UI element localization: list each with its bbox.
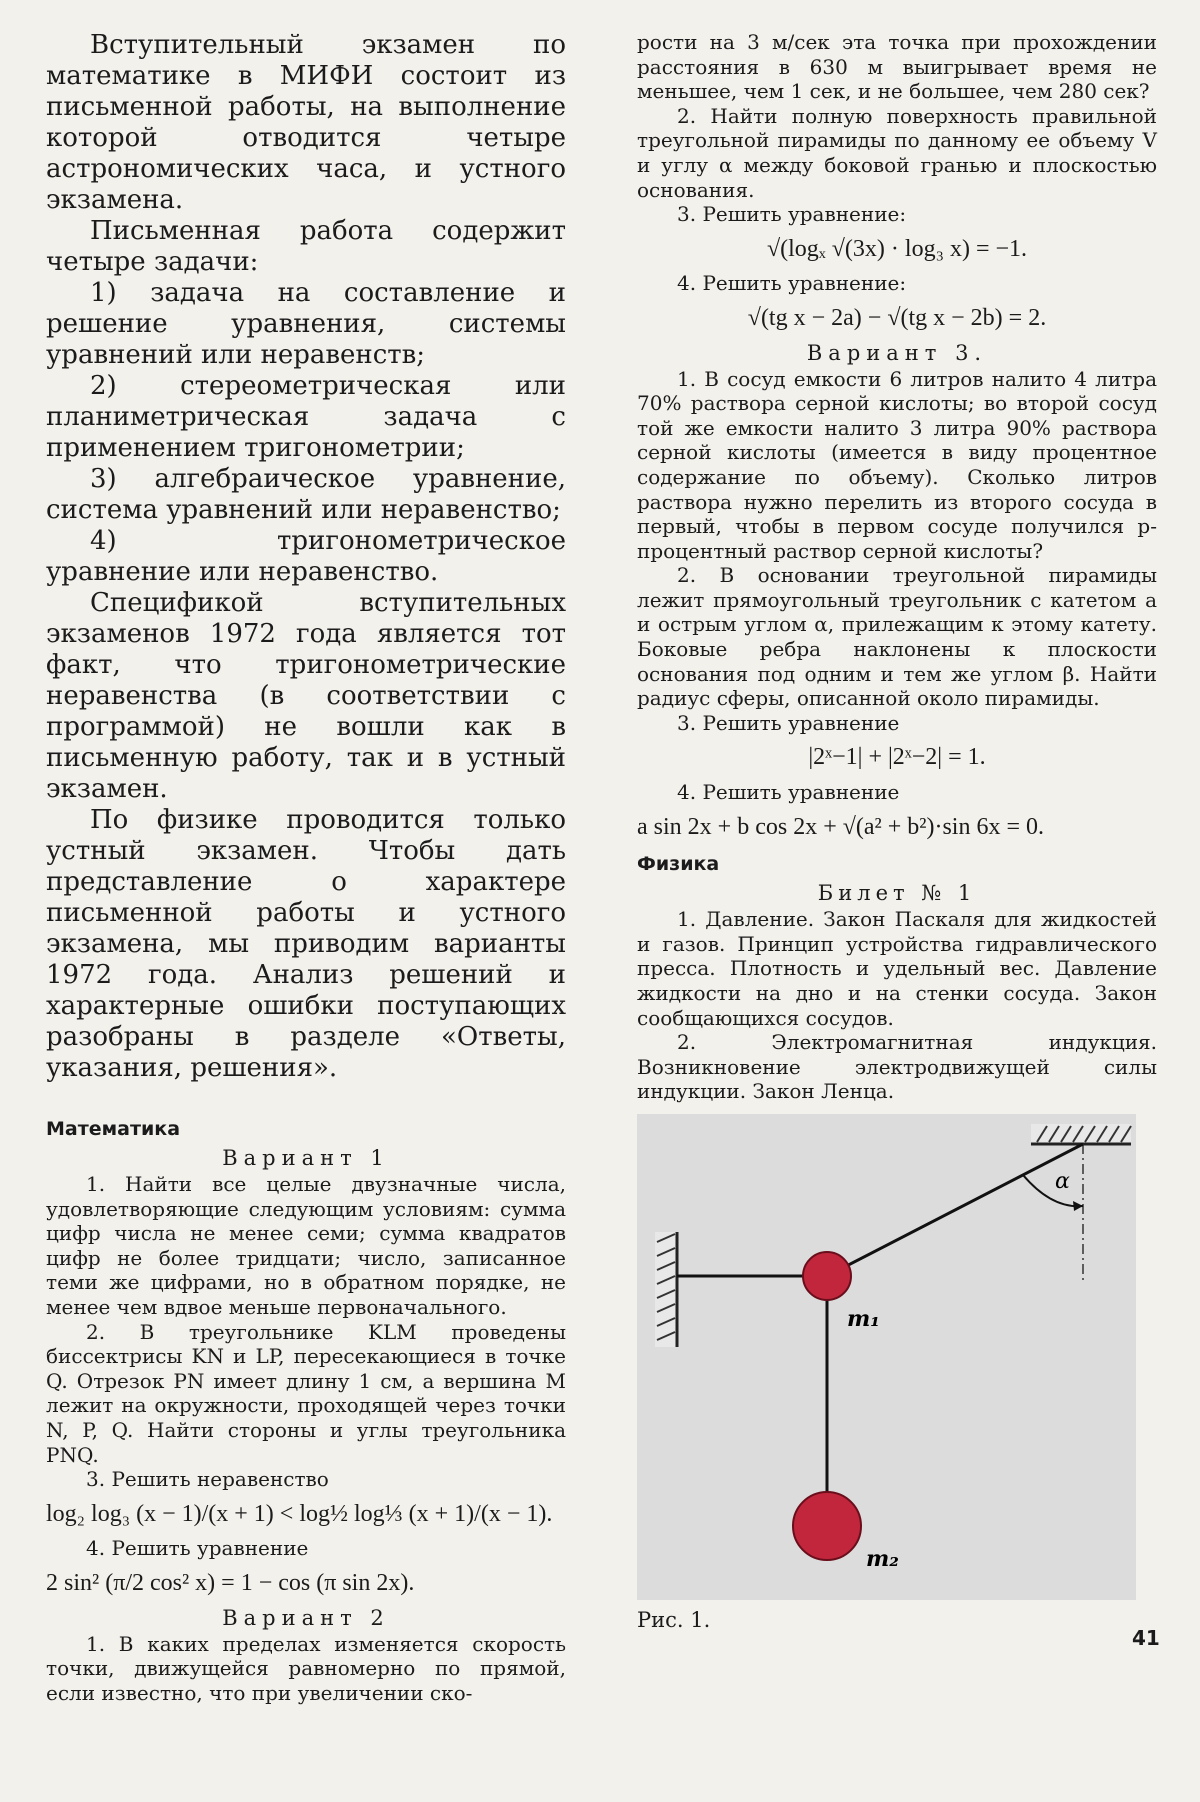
figure-caption: Рис. 1.	[637, 1607, 711, 1632]
intro-list-item: 2) стереометрическая или планиметрическая задача с применением тригонометрии;	[46, 371, 566, 463]
problem-2: 2. Найти полную поверхность правильной треугольной пирамиды по данному ее объему V и углу α между боковой гранью и плоскостью основания.	[637, 103, 1157, 202]
m2-label: m₂	[866, 1545, 899, 1572]
ticket-1-title: Билет № 1	[817, 881, 977, 906]
problem-2: 2. В основании треугольной пирамиды лежит прямоугольный треугольник с катетом a и острым углом α, прилежащим к этому катету. Боковые ребра наклонены к плоскости основания под одним и тем же углом β. Найти радиус сферы, описанной около пирамиды.	[637, 563, 1157, 711]
variant-3-title: Вариант 3.	[806, 340, 988, 365]
intro-list-item: 3) алгебраическое уравнение, система уравнений или неравенство;	[46, 464, 566, 525]
intro-paragraph: По физике проводится только устный экзамен. Чтобы дать представление о характере письменной работы и устного экзамена, мы приводим варианты 1972 года. Анализ решений и характерные ошибки поступающих разобраны в разделе «Ответы, указания, решения».	[46, 805, 566, 1083]
wall-support	[655, 1232, 677, 1347]
problem-1-continuation: рости на 3 м/сек эта точка при прохождении расстояния в 630 м выигрывает время не меньшее, чем 1 сек, и не большее, чем 280 сек?	[637, 30, 1157, 104]
pendulum-diagram	[637, 1114, 1136, 1600]
left-column	[46, 30, 566, 1705]
ceiling-support	[1031, 1124, 1131, 1144]
intro-list-item: 4) тригонометрическое уравнение или неравенство.	[46, 526, 566, 587]
m1-label: m₁	[847, 1305, 880, 1332]
problem-1: 1. В сосуд емкости 6 литров налито 4 литра 70% раствора серной кислоты; во второй сосуд той же емкости налито 3 литра 90% раствора серной кислоты (имеется в виду процентное содержание по объему). Сколько литров раствора нужно перелить из второго сосуда в первый, чтобы в первом сосуде получился p-процентный раствор серной кислоты?	[637, 366, 1157, 563]
problem-3: 3. Решить уравнение	[677, 710, 900, 735]
problem-3: 3. Решить неравенство	[86, 1467, 329, 1492]
problem-4: 4. Решить уравнение:	[677, 271, 907, 296]
mass-1	[803, 1252, 851, 1300]
math-heading: Математика	[46, 1118, 181, 1140]
intro-paragraph: Вступительный экзамен по математике в МИФИ состоит из письменной работы, на выполнение которой отводится четыре астрономических часа, и устного экзамена.	[46, 30, 566, 215]
problem-1: 1. В каких пределах изменяется скорость точки, движущейся равномерно по прямой, если известно, что при увеличении ско-	[46, 1631, 566, 1705]
variant-2-problems-cont	[637, 30, 1157, 331]
physics-heading: Физика	[637, 853, 720, 876]
intro-paragraph: Спецификой вступительных экзаменов 1972 года является тот факт, что тригонометрические неравенства (в соответствии с программой) не вошли как в письменную работу, так и в устный экзамен.	[46, 588, 566, 804]
intro-paragraph: Письменная работа содержит четыре задачи:	[46, 216, 566, 277]
equation-formula: 2 sin² (π/2 cos² x) = 1 − cos (π sin 2x).	[46, 1569, 415, 1596]
page-number: 41	[1132, 1626, 1160, 1650]
problem-4: 4. Решить уравнение	[86, 1536, 309, 1561]
variant-1-problems	[46, 1172, 566, 1596]
question-2: 2. Электромагнитная индукция. Возникновение электродвижущей силы индукции. Закон Ленца.	[637, 1030, 1157, 1104]
right-column	[637, 30, 1157, 1632]
variant-2-problems-start	[46, 1632, 566, 1706]
equation-formula: √(tg x − 2a) − √(tg x − 2b) = 2.	[747, 304, 1047, 331]
equation-formula: |2ˣ−1| + |2ˣ−2| = 1.	[808, 744, 986, 771]
problem-4: 4. Решить уравнение	[677, 780, 900, 805]
alpha-label: α	[1055, 1168, 1070, 1194]
question-1: 1. Давление. Закон Паскаля для жидкостей и газов. Принцип устройства гидравлического пресса. Плотность и удельный вес. Давление жидкости на дно и на стенки сосуда. Закон сообщающихся сосудов.	[637, 907, 1157, 1030]
intro-text	[46, 30, 566, 1084]
ticket-1-questions	[637, 907, 1157, 1104]
variant-3-problems	[637, 367, 1157, 840]
figure-1	[637, 1114, 1136, 1600]
problem-1: 1. Найти все целые двузначные числа, удовлетворяющие следующим условиям: сумма цифр числа не менее семи; сумма квадратов цифр не более тридцати; число, записанное теми же цифрами, но в обратном порядке, не менее чем вдвое меньше первоначального.	[46, 1172, 566, 1319]
equation-formula: a sin 2x + b cos 2x + √(a² + b²)·sin 6x = 0.	[637, 813, 1044, 840]
variant-1-title: Вариант 1	[222, 1146, 390, 1170]
problem-2: 2. В треугольнике KLM проведены биссектрисы KN и LP, пересекающиеся в точке Q. Отрезок PN имеет длину 1 см, а вершина M лежит на окружности, проходящей через точки N, P, Q. Найти стороны и углы треугольника PNQ.	[46, 1319, 566, 1467]
problem-3: 3. Решить уравнение:	[677, 202, 907, 227]
inequality-formula: log₂ log₃ (x − 1)/(x + 1) < log½ log⅓ (x + 1)/(x − 1).	[46, 1500, 553, 1527]
variant-2-title: Вариант 2	[222, 1605, 390, 1630]
equation-formula: √(logₓ √(3x) · log₃ x) = −1.	[766, 235, 1028, 262]
intro-list-item: 1) задача на составление и решение уравнения, системы уравнений или неравенств;	[46, 278, 566, 370]
mass-2	[793, 1492, 861, 1560]
